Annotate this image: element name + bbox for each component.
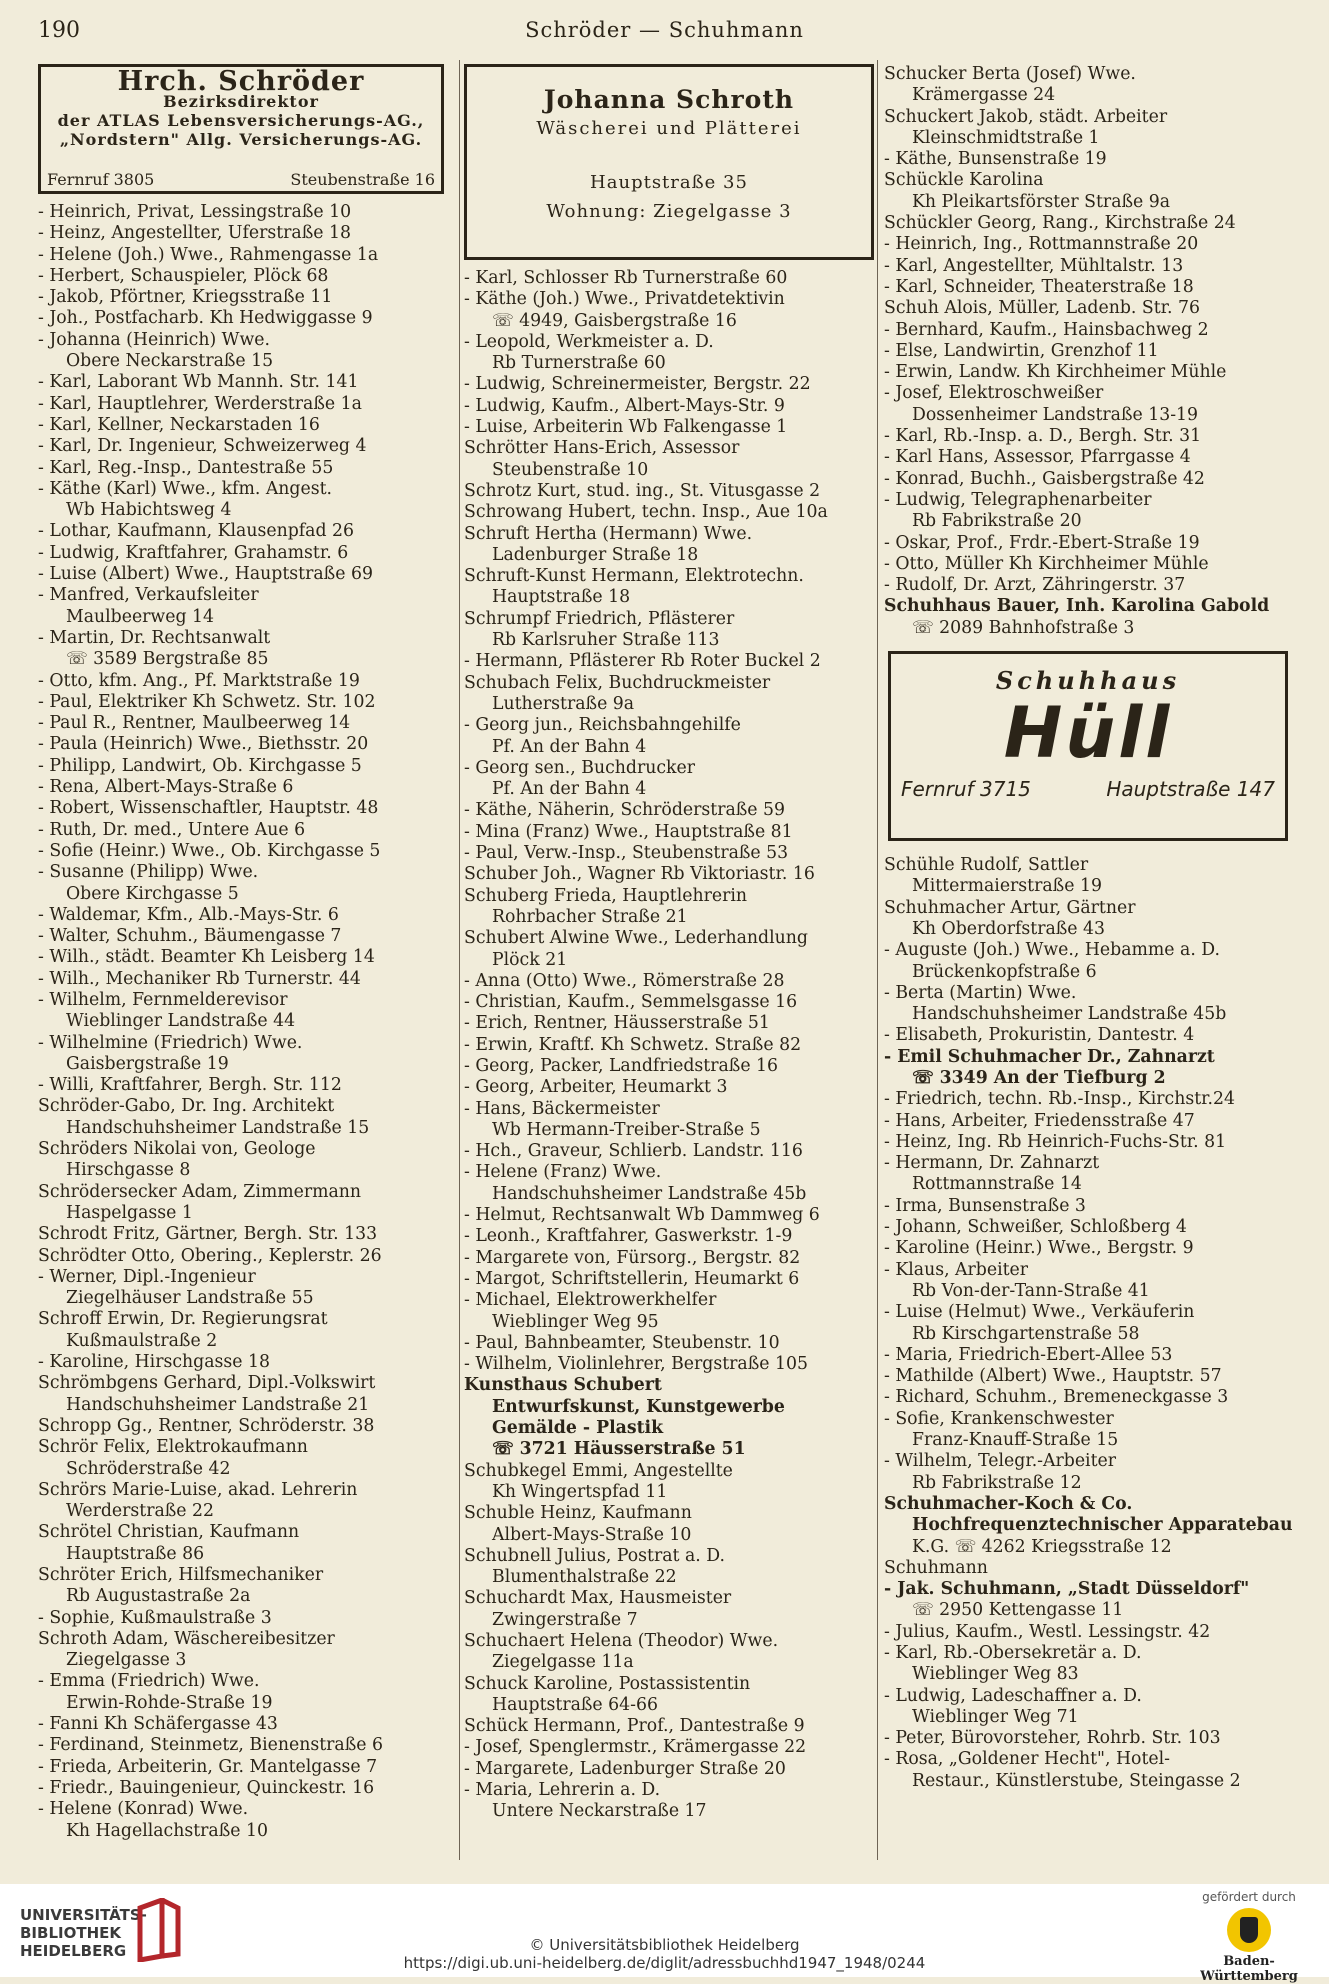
directory-entry: Schucker Berta (Josef) Wwe. xyxy=(884,64,1136,84)
directory-entry: Schuhmacher Artur, Gärtner xyxy=(884,897,1136,918)
directory-entry: ☏ 2950 Kettengasse 11 xyxy=(912,1600,1124,1621)
directory-entry: Schuhmann xyxy=(884,1557,988,1578)
directory-entry: Schroth Adam, Wäschereibesitzer xyxy=(38,1628,335,1649)
directory-entry: Obere Neckarstraße 15 xyxy=(66,351,274,372)
directory-entry: - Otto, Müller Kh Kirchheimer Mühle xyxy=(884,553,1209,574)
directory-entry: - Hans, Bäckermeister xyxy=(464,1098,660,1119)
directory-entry: Schuhhaus Bauer, Inh. Karolina Gabold xyxy=(884,596,1270,617)
directory-entry: - Mina (Franz) Wwe., Hauptstraße 81 xyxy=(464,821,793,842)
directory-entry: Schückler Georg, Rang., Kirchstraße 24 xyxy=(884,213,1236,234)
directory-entry: - Christian, Kaufm., Semmelsgasse 16 xyxy=(464,992,798,1013)
directory-entry: Rottmannstraße 14 xyxy=(912,1174,1082,1195)
directory-entry: Hauptstraße 64-66 xyxy=(492,1694,658,1715)
directory-entry: - Ludwig, Schreinermeister, Bergstr. 22 xyxy=(464,374,811,395)
directory-entry: - Karl, Reg.-Insp., Dantestraße 55 xyxy=(38,457,334,478)
directory-entry: - Wilh., städt. Beamter Kh Leisberg 14 xyxy=(38,947,375,968)
directory-entry: - Leonh., Kraftfahrer, Gaswerkstr. 1-9 xyxy=(464,1226,793,1247)
directory-entry: - Wilhelm, Telegr.-Arbeiter xyxy=(884,1451,1117,1472)
directory-entry: - Rena, Albert-Mays-Straße 6 xyxy=(38,777,294,798)
directory-entry: Ziegelhäuser Landstraße 55 xyxy=(66,1288,314,1309)
directory-entry: - Paul, Bahnbeamter, Steubenstr. 10 xyxy=(464,1332,780,1353)
ad-schroeder-phone: Fernruf 3805 xyxy=(47,170,155,189)
ad-schroth xyxy=(464,64,874,260)
directory-entry: Dossenheimer Landstraße 13-19 xyxy=(912,404,1199,425)
directory-entry: - Michael, Elektrowerkhelfer xyxy=(464,1290,717,1311)
directory-entry: - Irma, Bunsenstraße 3 xyxy=(884,1195,1086,1216)
directory-entry: Schückle Karolina xyxy=(884,170,1044,191)
ad-huell xyxy=(888,651,1288,841)
directory-entry: - Josef, Elektroschweißer xyxy=(884,383,1104,404)
directory-entry: Schruft Hertha (Hermann) Wwe. xyxy=(464,523,753,544)
directory-entry: Schrumpf Friedrich, Pflästerer xyxy=(464,608,735,629)
directory-entry: - Wilhelmine (Friedrich) Wwe. xyxy=(38,1032,303,1053)
directory-entry: - Karoline (Heinr.) Wwe., Bergstr. 9 xyxy=(884,1238,1194,1259)
directory-entry: Gemälde - Plastik xyxy=(492,1418,664,1439)
directory-entry: Albert-Mays-Straße 10 xyxy=(492,1524,692,1545)
directory-entry: - Frieda, Arbeiterin, Gr. Mantelgasse 7 xyxy=(38,1756,378,1777)
directory-entry: Handschuhsheimer Landstraße 21 xyxy=(66,1394,370,1415)
directory-entry: Kleinschmidtstraße 1 xyxy=(912,127,1100,148)
directory-entry: ☏ 3721 Häusserstraße 51 xyxy=(492,1439,746,1460)
directory-entry: Kh Oberdorfstraße 43 xyxy=(912,918,1106,939)
directory-entry: - Karl, Dr. Ingenieur, Schweizerweg 4 xyxy=(38,436,367,457)
directory-entry: Rohrbacher Straße 21 xyxy=(492,906,688,927)
directory-entry: - Luise, Arbeiterin Wb Falkengasse 1 xyxy=(464,417,788,438)
directory-entry: - Lothar, Kaufmann, Klausenpfad 26 xyxy=(38,521,355,542)
directory-entry: Handschuhsheimer Landstraße 45b xyxy=(492,1183,807,1204)
directory-entry: - Berta (Martin) Wwe. xyxy=(884,982,1077,1003)
ad-huell-line2: Hüll xyxy=(1003,692,1173,775)
directory-entry: - Käthe, Näherin, Schröderstraße 59 xyxy=(464,800,786,821)
directory-entry: - Hans, Arbeiter, Friedensstraße 47 xyxy=(884,1110,1195,1131)
directory-entry: - Bernhard, Kaufm., Hainsbachweg 2 xyxy=(884,319,1209,340)
directory-entry: - Karl, Schlosser Rb Turnerstraße 60 xyxy=(464,268,788,288)
directory-entry: Schruft-Kunst Hermann, Elektrotechn. xyxy=(464,566,804,587)
directory-entry: - Erwin, Landw. Kh Kirchheimer Mühle xyxy=(884,362,1227,383)
column-3 xyxy=(884,64,1294,1792)
directory-entry: Hauptstraße 18 xyxy=(492,587,631,608)
directory-entry: Rb Fabrikstraße 12 xyxy=(912,1472,1082,1493)
directory-entry: Schuberg Frieda, Hauptlehrerin xyxy=(464,885,748,906)
directory-entry: - Karl, Schneider, Theaterstraße 18 xyxy=(884,276,1194,297)
ad-schroth-name: Johanna Schroth xyxy=(543,85,795,114)
library-line1: UNIVERSITÄTS- xyxy=(20,1906,147,1924)
directory-entry: Schröder-Gabo, Dr. Ing. Architekt xyxy=(38,1096,335,1117)
directory-entry: - Johann, Schweißer, Schloßberg 4 xyxy=(884,1217,1187,1238)
directory-entry: Restaur., Künstlerstube, Steingasse 2 xyxy=(912,1770,1241,1791)
ad-schroeder-line1: Bezirksdirektor xyxy=(163,92,319,112)
directory-entry: Hochfrequenztechnischer Apparatebau xyxy=(912,1515,1293,1536)
directory-entry: Mittermaierstraße 19 xyxy=(912,876,1102,897)
directory-entry: Schühle Rudolf, Sattler xyxy=(884,855,1089,876)
directory-entry: - Margarete, Ladenburger Straße 20 xyxy=(464,1758,786,1779)
ad-schroeder-address: Steubenstraße 16 xyxy=(290,170,435,189)
directory-entry: Werderstraße 22 xyxy=(66,1501,215,1522)
ad-schroeder-name: Hrch. Schröder xyxy=(117,66,365,97)
directory-entry: Rb Turnerstraße 60 xyxy=(492,353,666,374)
directory-entry: - Maria, Lehrerin a. D. xyxy=(464,1780,661,1801)
directory-entry: - Auguste (Joh.) Wwe., Hebamme a. D. xyxy=(884,940,1221,961)
directory-entry: Schrotz Kurt, stud. ing., St. Vitusgasse 2 xyxy=(464,480,821,501)
directory-entry: Zwingerstraße 7 xyxy=(492,1609,638,1630)
directory-entry: - Richard, Schuhm., Bremeneckgasse 3 xyxy=(884,1387,1229,1408)
directory-entry: - Heinrich, Privat, Lessingstraße 10 xyxy=(38,202,352,222)
ad-schroeder-line3: „Nordstern" Allg. Versicherungs-AG. xyxy=(59,130,423,150)
directory-entry: ☏ 4949, Gaisbergstraße 16 xyxy=(492,310,737,331)
directory-entry: Schubert Alwine Wwe., Lederhandlung xyxy=(464,928,808,949)
directory-entry: Ladenburger Straße 18 xyxy=(492,544,699,565)
directory-entry: Untere Neckarstraße 17 xyxy=(492,1801,707,1822)
directory-entry: Schrowang Hubert, techn. Insp., Aue 10a xyxy=(464,502,828,523)
directory-entry: Schuber Joh., Wagner Rb Viktoriastr. 16 xyxy=(464,864,815,885)
directory-entry: - Ludwig, Telegraphenarbeiter xyxy=(884,489,1152,510)
directory-entry: - Ludwig, Kraftfahrer, Grahamstr. 6 xyxy=(38,542,349,563)
directory-entry: - Sofie (Heinr.) Wwe., Ob. Kirchgasse 5 xyxy=(38,840,381,861)
directory-entry: Kh Pleikartsförster Straße 9a xyxy=(912,191,1171,212)
column-rule-1 xyxy=(459,60,460,1860)
directory-entry: Rb Karlsruher Straße 113 xyxy=(492,630,720,651)
directory-entry: - Otto, kfm. Ang., Pf. Marktstraße 19 xyxy=(38,670,360,691)
directory-entry: - Karoline, Hirschgasse 18 xyxy=(38,1352,270,1373)
directory-entry: Schröders Nikolai von, Geologe xyxy=(38,1139,316,1160)
directory-entry: - Konrad, Buchh., Gaisbergstraße 42 xyxy=(884,468,1205,489)
directory-entry: Haspelgasse 1 xyxy=(66,1202,193,1223)
directory-entry: Schubkegel Emmi, Angestellte xyxy=(464,1460,733,1481)
ad-huell-phone: Fernruf 3715 xyxy=(901,777,1031,802)
directory-entry: Wb Hermann-Treiber-Straße 5 xyxy=(492,1119,761,1140)
directory-entry: - Wilhelm, Violinlehrer, Bergstraße 105 xyxy=(464,1354,808,1375)
directory-entry: Ziegelgasse 3 xyxy=(66,1650,187,1671)
directory-entry: Kußmaulstraße 2 xyxy=(66,1330,218,1351)
directory-entry: Schrör Felix, Elektrokaufmann xyxy=(38,1437,308,1458)
directory-entry: Wieblinger Weg 95 xyxy=(492,1311,659,1332)
directory-entry: - Josef, Spenglermstr., Krämergasse 22 xyxy=(464,1737,807,1758)
directory-entry: Schröderstraße 42 xyxy=(66,1458,231,1479)
page-header-title: Schröder — Schuhmann xyxy=(525,18,804,42)
directory-entry: - Hermann, Dr. Zahnarzt xyxy=(884,1153,1100,1174)
directory-entry: - Jak. Schuhmann, „Stadt Düsseldorf" xyxy=(884,1579,1250,1600)
directory-entry: - Rudolf, Dr. Arzt, Zähringerstr. 37 xyxy=(884,575,1186,596)
directory-entry: Erwin-Rohde-Straße 19 xyxy=(66,1692,273,1713)
directory-entry: Rb Fabrikstraße 20 xyxy=(912,511,1082,532)
directory-entry: Franz-Knauff-Straße 15 xyxy=(912,1430,1119,1451)
directory-entry: - Werner, Dipl.-Ingenieur xyxy=(38,1266,256,1287)
directory-entry: Handschuhsheimer Landstraße 15 xyxy=(66,1117,370,1138)
directory-entry: Schrodt Fritz, Gärtner, Bergh. Str. 133 xyxy=(38,1224,378,1245)
directory-entry: - Heinz, Ing. Rb Heinrich-Fuchs-Str. 81 xyxy=(884,1131,1227,1152)
directory-entry: - Luise (Helmut) Wwe., Verkäuferin xyxy=(884,1302,1195,1323)
entries-col3b xyxy=(884,855,1294,1792)
directory-entry: Schrötter Hans-Erich, Assessor xyxy=(464,438,740,459)
page-number: 190 xyxy=(38,18,80,43)
funded-by-label: gefördert durch xyxy=(1202,1890,1296,1904)
directory-entry: ☏ 3589 Bergstraße 85 xyxy=(66,649,269,670)
copyright-notice: © Universitätsbibliothek Heidelberg xyxy=(529,1936,800,1954)
directory-entry: Schuck Karoline, Postassistentin xyxy=(464,1673,751,1694)
directory-entry: Schrörs Marie-Luise, akad. Lehrerin xyxy=(38,1479,358,1500)
ad-schroeder-line2: der ATLAS Lebensversicherungs-AG., xyxy=(57,111,425,131)
directory-entry: Blumenthalstraße 22 xyxy=(492,1567,677,1588)
directory-entry: Kh Wingertspfad 11 xyxy=(492,1481,668,1502)
directory-entry: Krämergasse 24 xyxy=(912,85,1056,106)
directory-entry: - Erich, Rentner, Häusserstraße 51 xyxy=(464,1013,770,1034)
directory-entry: - Ludwig, Ladeschaffner a. D. xyxy=(884,1685,1142,1706)
directory-entry: Wieblinger Landstraße 44 xyxy=(66,1011,296,1032)
funder-name[interactable]: Baden-Württemberg xyxy=(1200,1954,1298,1984)
directory-entry: - Sofie, Krankenschwester xyxy=(884,1408,1114,1429)
directory-entry: - Erwin, Kraftf. Kh Schwetz. Straße 82 xyxy=(464,1034,802,1055)
directory-entry: Schröter Erich, Hilfsmechaniker xyxy=(38,1565,324,1585)
directory-entry: - Wilh., Mechaniker Rb Turnerstr. 44 xyxy=(38,968,361,989)
directory-entry: - Klaus, Arbeiter xyxy=(884,1259,1029,1280)
directory-entry: Obere Kirchgasse 5 xyxy=(66,883,239,904)
directory-entry: - Walter, Schuhm., Bäumengasse 7 xyxy=(38,926,342,947)
directory-entry: Steubenstraße 10 xyxy=(492,459,649,480)
directory-entry: Hirschgasse 8 xyxy=(66,1160,191,1181)
directory-entry: - Leopold, Werkmeister a. D. xyxy=(464,331,714,352)
directory-entry: Brückenkopfstraße 6 xyxy=(912,961,1097,982)
directory-entry: Wieblinger Weg 71 xyxy=(912,1706,1079,1727)
directory-entry: - Helene (Joh.) Wwe., Rahmengasse 1a xyxy=(38,244,379,265)
directory-entry: - Paul, Elektriker Kh Schwetz. Str. 102 xyxy=(38,691,376,712)
directory-entry: - Helene (Konrad) Wwe. xyxy=(38,1799,249,1820)
directory-entry: - Hermann, Pflästerer Rb Roter Buckel 2 xyxy=(464,651,821,672)
coat-of-arms-icon xyxy=(1227,1908,1271,1952)
directory-entry: - Karl, Hauptlehrer, Werderstraße 1a xyxy=(38,393,362,414)
directory-entry: - Karl, Rb.-Obersekretär a. D. xyxy=(884,1643,1142,1663)
ad-schroeder xyxy=(38,64,444,194)
directory-entry: Maulbeerweg 14 xyxy=(66,606,214,627)
directory-entry: - Heinrich, Ing., Rottmannstraße 20 xyxy=(884,234,1199,255)
directory-entry: Schuchardt Max, Hausmeister xyxy=(464,1588,732,1609)
directory-entry: ☏ 2089 Bahnhofstraße 3 xyxy=(912,617,1135,638)
directory-entry: - Friedr., Bauingenieur, Quinckestr. 16 xyxy=(38,1777,375,1798)
directory-entry: - Karl, Laborant Wb Mannh. Str. 141 xyxy=(38,372,359,393)
directory-entry: - Emil Schuhmacher Dr., Zahnarzt xyxy=(884,1046,1215,1067)
directory-entry: - Margarete von, Fürsorg., Bergstr. 82 xyxy=(464,1247,801,1268)
directory-entry: - Paula (Heinrich) Wwe., Biethsstr. 20 xyxy=(38,734,369,755)
directory-entry: Gaisbergstraße 19 xyxy=(66,1053,229,1074)
directory-entry: Schuhmacher-Koch & Co. xyxy=(884,1493,1133,1514)
directory-entry: Schrödter Otto, Obering., Keplerstr. 26 xyxy=(38,1245,382,1266)
directory-entry: Pf. An der Bahn 4 xyxy=(492,779,647,800)
ad-huell-line1: Schuhhaus xyxy=(995,666,1181,696)
ad-schroth-line3: Wohnung: Ziegelgasse 3 xyxy=(546,200,792,222)
directory-entry: - Manfred, Verkaufsleiter xyxy=(38,585,259,606)
directory-entry: Rb Augustastraße 2a xyxy=(66,1586,251,1607)
directory-entry: Ziegelgasse 11a xyxy=(492,1652,634,1673)
directory-entry: - Martin, Dr. Rechtsanwalt xyxy=(38,627,271,648)
directory-entry: Hauptstraße 86 xyxy=(66,1543,205,1564)
directory-entry: - Julius, Kaufm., Westl. Lessingstr. 42 xyxy=(884,1621,1211,1642)
directory-entry: - Johanna (Heinrich) Wwe. xyxy=(38,329,270,350)
directory-entry: Kunsthaus Schubert xyxy=(464,1375,662,1396)
directory-entry: Schuchaert Helena (Theodor) Wwe. xyxy=(464,1631,779,1651)
directory-entry: - Ferdinand, Steinmetz, Bienenstraße 6 xyxy=(38,1735,383,1756)
directory-entry: K.G. ☏ 4262 Kriegsstraße 12 xyxy=(912,1536,1172,1557)
directory-entry: Schroff Erwin, Dr. Regierungsrat xyxy=(38,1309,328,1330)
entries-col2 xyxy=(464,268,882,1823)
directory-entry: - Wilhelm, Fernmelderevisor xyxy=(38,989,288,1010)
directory-entry: - Emma (Friedrich) Wwe. xyxy=(38,1671,260,1692)
directory-entry: Schuckert Jakob, städt. Arbeiter xyxy=(884,106,1168,127)
directory-entry: Schubnell Julius, Postrat a. D. xyxy=(464,1545,726,1566)
directory-entry: Schubach Felix, Buchdruckmeister xyxy=(464,672,771,693)
directory-entry: - Karl, Rb.-Insp. a. D., Bergh. Str. 31 xyxy=(884,426,1202,447)
directory-entry: Handschuhsheimer Landstraße 45b xyxy=(912,1004,1227,1025)
library-line3: HEIDELBERG xyxy=(20,1942,127,1960)
directory-entry: Wieblinger Weg 83 xyxy=(912,1664,1079,1685)
column-1 xyxy=(38,64,456,1842)
directory-entry: - Heinz, Angestellter, Uferstraße 18 xyxy=(38,223,351,244)
directory-entry: Schuh Alois, Müller, Ladenb. Str. 76 xyxy=(884,298,1201,319)
directory-entry: Schrömbgens Gerhard, Dipl.-Volkswirt xyxy=(38,1373,376,1394)
directory-entry: - Georg jun., Reichsbahngehilfe xyxy=(464,715,741,736)
directory-entry: Plöck 21 xyxy=(492,949,568,970)
directory-entry: Schrötel Christian, Kaufmann xyxy=(38,1522,300,1543)
directory-entry: - Herbert, Schauspieler, Plöck 68 xyxy=(38,265,329,286)
directory-entry: - Ruth, Dr. med., Untere Aue 6 xyxy=(38,819,306,840)
directory-entry: - Hch., Graveur, Schlierb. Landstr. 116 xyxy=(464,1141,803,1162)
directory-entry: Wb Habichtsweg 4 xyxy=(66,500,232,521)
directory-entry: Kh Hagellachstraße 10 xyxy=(66,1820,268,1841)
directory-entry: - Friedrich, techn. Rb.-Insp., Kirchstr.24 xyxy=(884,1089,1236,1110)
directory-entry: - Helene (Franz) Wwe. xyxy=(464,1162,662,1183)
directory-entry: - Karl, Kellner, Neckarstaden 16 xyxy=(38,414,320,435)
directory-entry: - Fanni Kh Schäfergasse 43 xyxy=(38,1714,278,1735)
viewer-footer xyxy=(0,1884,1329,1984)
directory-entry: - Karl, Angestellter, Mühltalstr. 13 xyxy=(884,255,1184,276)
directory-entry: - Willi, Kraftfahrer, Bergh. Str. 112 xyxy=(38,1075,342,1096)
library-line2: BIBLIOTHEK xyxy=(20,1924,121,1942)
ad-huell-address: Hauptstraße 147 xyxy=(1106,777,1275,802)
directory-entry: - Käthe (Joh.) Wwe., Privatdetektivin xyxy=(464,289,785,310)
directory-entry: - Peter, Bürovorsteher, Rohrb. Str. 103 xyxy=(884,1728,1221,1749)
directory-entry: - Philipp, Landwirt, Ob. Kirchgasse 5 xyxy=(38,755,362,776)
directory-entry: Lutherstraße 9a xyxy=(492,693,635,714)
directory-entry: - Helmut, Rechtsanwalt Wb Dammweg 6 xyxy=(464,1205,820,1226)
directory-entry: - Else, Landwirtin, Grenzhof 11 xyxy=(884,340,1159,361)
directory-entry: - Sophie, Kußmaulstraße 3 xyxy=(38,1607,272,1628)
directory-entry: - Käthe, Bunsenstraße 19 xyxy=(884,149,1107,170)
directory-entry: - Ludwig, Kaufm., Albert-Mays-Str. 9 xyxy=(464,395,785,416)
entries-col3a xyxy=(884,64,1294,639)
column-2 xyxy=(464,64,882,1823)
directory-entry: Pf. An der Bahn 4 xyxy=(492,736,647,757)
directory-entry: - Mathilde (Albert) Wwe., Hauptstr. 57 xyxy=(884,1366,1222,1387)
directory-entry: Rb Kirschgartenstraße 58 xyxy=(912,1323,1140,1344)
directory-entry: Schropp Gg., Rentner, Schröderstr. 38 xyxy=(38,1415,375,1436)
directory-entry: - Luise (Albert) Wwe., Hauptstraße 69 xyxy=(38,564,373,585)
directory-entry: - Jakob, Pförtner, Kriegsstraße 11 xyxy=(38,287,333,308)
ad-schroth-line1: Wäscherei und Plätterei xyxy=(536,118,802,140)
directory-entry: Schück Hermann, Prof., Dantestraße 9 xyxy=(464,1716,805,1737)
permalink-url[interactable]: https://digi.ub.uni-heidelberg.de/diglit/adressbuchhd1947_1948/0244 xyxy=(403,1954,926,1972)
directory-entry: Schrödersecker Adam, Zimmermann xyxy=(38,1181,362,1202)
directory-entry: - Margot, Schriftstellerin, Heumarkt 6 xyxy=(464,1268,800,1289)
directory-entry: - Susanne (Philipp) Wwe. xyxy=(38,862,259,883)
funder-block xyxy=(1189,1890,1309,1984)
directory-entry: - Joh., Postfacharb. Kh Hedwiggasse 9 xyxy=(38,308,373,329)
directory-entry: - Georg, Packer, Landfriedstraße 16 xyxy=(464,1055,779,1076)
ad-schroth-line2: Hauptstraße 35 xyxy=(590,171,748,193)
directory-entry: Schuble Heinz, Kaufmann xyxy=(464,1503,692,1524)
directory-entry: - Elisabeth, Prokuristin, Dantestr. 4 xyxy=(884,1025,1195,1046)
directory-entry: - Georg, Arbeiter, Heumarkt 3 xyxy=(464,1077,728,1098)
directory-entry: Rb Von-der-Tann-Straße 41 xyxy=(912,1280,1150,1301)
entries-col1 xyxy=(38,202,456,1842)
directory-entry: - Paul R., Rentner, Maulbeerweg 14 xyxy=(38,713,351,734)
directory-entry: - Anna (Otto) Wwe., Römerstraße 28 xyxy=(464,970,785,991)
directory-entry: - Oskar, Prof., Frdr.-Ebert-Straße 19 xyxy=(884,532,1200,553)
directory-entry: Entwurfskunst, Kunstgewerbe xyxy=(492,1396,785,1417)
directory-entry: - Rosa, „Goldener Hecht", Hotel- xyxy=(884,1749,1170,1770)
directory-entry: - Waldemar, Kfm., Alb.-Mays-Str. 6 xyxy=(38,904,339,925)
directory-entry: - Maria, Friedrich-Ebert-Allee 53 xyxy=(884,1344,1173,1365)
directory-entry: - Karl Hans, Assessor, Pfarrgasse 4 xyxy=(884,447,1191,468)
directory-entry: - Käthe (Karl) Wwe., kfm. Angest. xyxy=(38,478,333,499)
directory-entry: - Robert, Wissenschaftler, Hauptstr. 48 xyxy=(38,798,379,819)
directory-entry: ☏ 3349 An der Tiefburg 2 xyxy=(912,1067,1166,1088)
directory-entry: - Georg sen., Buchdrucker xyxy=(464,757,696,778)
directory-entry: - Paul, Verw.-Insp., Steubenstraße 53 xyxy=(464,843,789,864)
